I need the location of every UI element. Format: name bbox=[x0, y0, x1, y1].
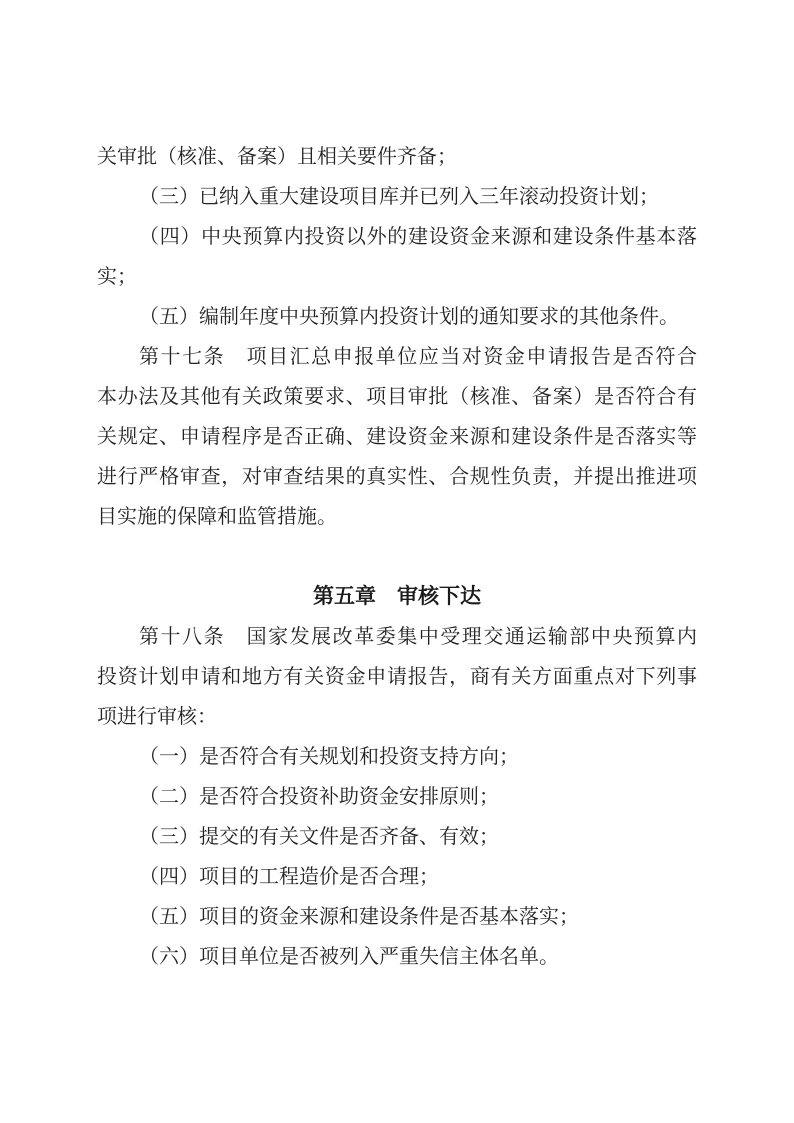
review-item: （三）提交的有关文件是否齐备、有效； bbox=[139, 826, 499, 848]
article-18-line: 投资计划申请和地方有关资金申请报告，商有关方面重点对下列事 bbox=[97, 666, 697, 688]
review-item: （二）是否符合投资补助资金安排原则； bbox=[139, 786, 499, 808]
continuation-line: 实； bbox=[97, 266, 137, 288]
review-item: （五）项目的资金来源和建设条件是否基本落实； bbox=[139, 906, 579, 928]
document-body bbox=[97, 137, 697, 977]
article-18-line: 项进行审核： bbox=[97, 706, 217, 728]
article-17-line: 进行严格审查，对审查结果的真实性、合规性负责，并提出推进项 bbox=[97, 466, 697, 488]
review-item: （一）是否符合有关规划和投资支持方向； bbox=[139, 746, 519, 768]
article-17-line: 第十七条 项目汇总申报单位应当对资金申请报告是否符合 bbox=[139, 346, 697, 368]
continuation-line: （五）编制年度中央预算内投资计划的通知要求的其他条件。 bbox=[139, 306, 679, 328]
review-item: （四）项目的工程造价是否合理； bbox=[139, 866, 439, 888]
chapter-5-heading: 第五章 审核下达 bbox=[313, 585, 481, 608]
continuation-line: （四）中央预算内投资以外的建设资金来源和建设条件基本落 bbox=[139, 226, 697, 248]
continuation-line: （三）已纳入重大建设项目库并已列入三年滚动投资计划； bbox=[139, 186, 659, 208]
article-17-line: 本办法及其他有关政策要求、项目审批（核准、备案）是否符合有 bbox=[97, 386, 697, 408]
review-item: （六）项目单位是否被列入严重失信主体名单。 bbox=[139, 946, 559, 968]
article-17-line: 关规定、申请程序是否正确、建设资金来源和建设条件是否落实等 bbox=[97, 426, 697, 448]
article-17-line: 目实施的保障和监管措施。 bbox=[97, 506, 337, 528]
article-18-line: 第十八条 国家发展改革委集中受理交通运输部中央预算内 bbox=[139, 626, 697, 648]
continuation-line: 关审批（核准、备案）且相关要件齐备； bbox=[97, 146, 457, 168]
